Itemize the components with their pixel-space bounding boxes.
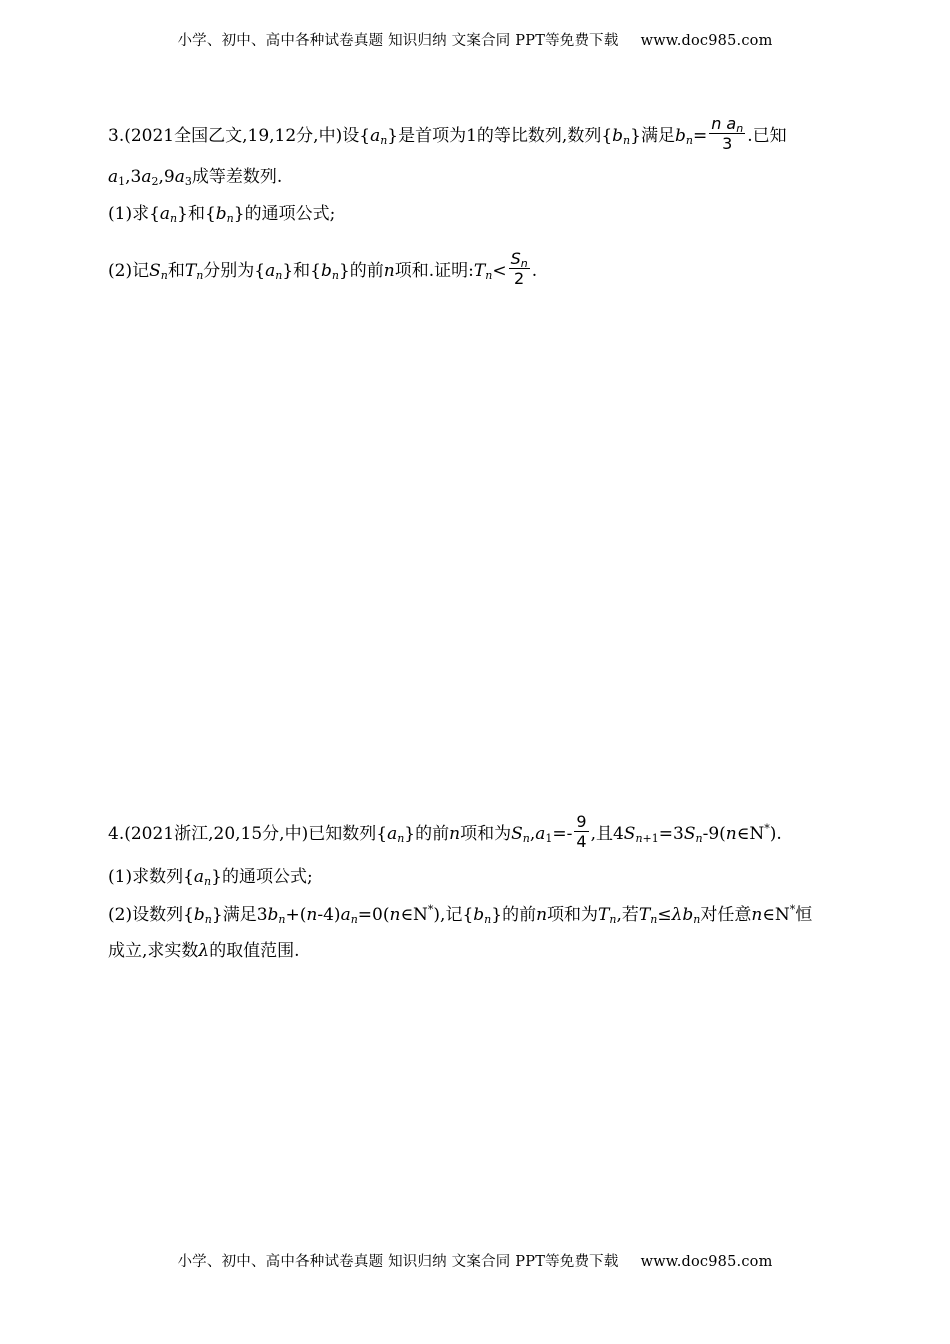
problem-4-stem: 4.(2021浙江,20,15分,中)已知数列$\{a_n\}$的前n项和为$S_n,a_1=-$ $\frac{9}{4}$ ,且$4S_{n+1}=3S_n-9(n\in N^*)$. <box>108 812 782 851</box>
page-footer <box>0 1250 950 1271</box>
fraction-sn-over-2: $\frac{S_n}{2}$ <box>510 249 528 288</box>
problem-3-part-1: (1)求$\{a_n\}$和$\{b_n\}$的通项公式; <box>108 204 336 225</box>
problem-4-source: 4.(2021浙江,20,15分,中) <box>108 824 309 844</box>
problem-3-stem: 3.(2021全国乙文,19,12分,中)设$\{a_n\}$是首项为1的等比数列,数列$\{b_n\}$满足$b_n=$ $\frac{n a_n}{3}$ .已知 <box>108 114 787 153</box>
problem-4-part-2: (2)设数列$\{b_n\}$满足$3b_n+(n-4)a_n=0(n\in N^*)$,记$\{b_n\}$的前n项和为$T_n$,若$T_n\le\lambda b_n$对任意n∈N*恒 <box>108 903 813 926</box>
problem-3-part-2: (2)记$S_n$和$T_n$分别为$\{a_n\}$和$\{b_n\}$的前n项和.证明$:T_n<$ $\frac{S_n}{2}$ . <box>108 249 538 288</box>
problem-3-stem-cont: $a_1,3a_2,9a_3$成等差数列. <box>108 167 283 188</box>
problem-3-source: 3.(2021全国乙文,19,12分,中) <box>108 126 343 146</box>
footer-url: www.doc985.com <box>640 1254 773 1270</box>
footer-text: 小学、初中、高中各种试卷真题 知识归纳 文案合同 PPT等免费下载 <box>177 1254 619 1270</box>
fraction-9-over-4: $\frac{9}{4}$ <box>576 812 587 851</box>
header-url: www.doc985.com <box>640 33 773 49</box>
page-header <box>0 29 950 50</box>
fraction-nan-over-3: $\frac{n a_n}{3}$ <box>711 114 744 153</box>
problem-4-part-1: (1)求数列$\{a_n\}$的通项公式; <box>108 867 313 888</box>
header-text: 小学、初中、高中各种试卷真题 知识归纳 文案合同 PPT等免费下载 <box>177 33 619 49</box>
problem-4-part-2-cont: 成立,求实数λ的取值范围. <box>108 941 300 961</box>
